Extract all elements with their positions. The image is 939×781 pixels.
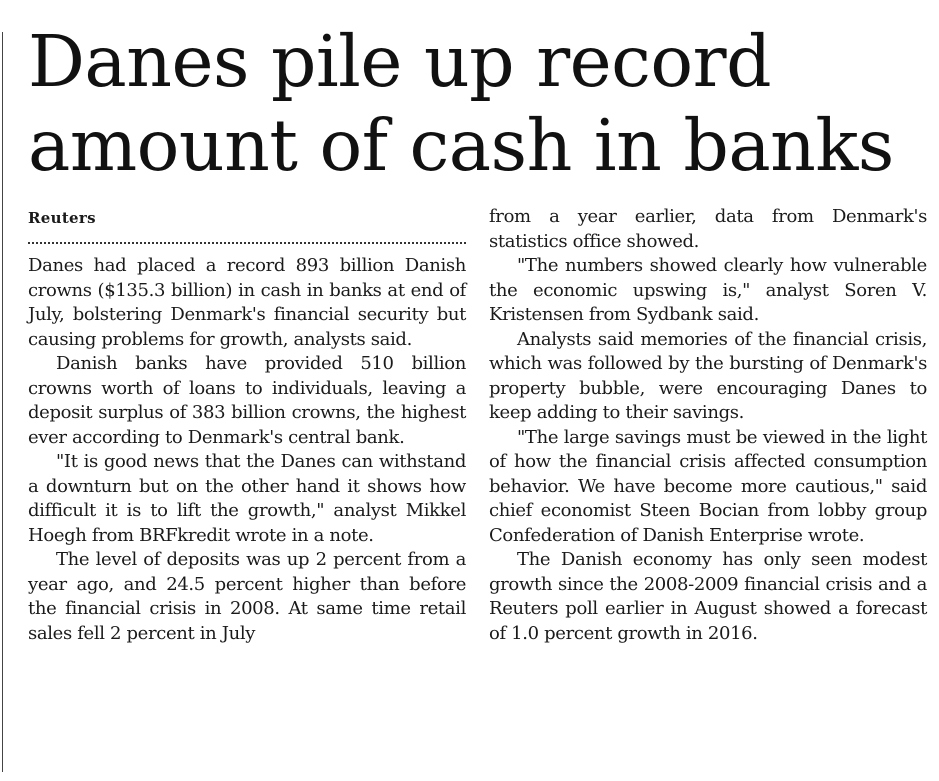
article-paragraph: "The numbers showed clearly how vulnerable the economic upswing is," analyst Soren V. Kristensen from Sydbank said. — [489, 255, 927, 325]
article-paragraph: "The large savings must be viewed in the light of how the financial crisis affected consumption behavior. We have become more cautious," said chief economist Steen Bocian from lobby group Confederation of Danish Enterprise wrote. — [489, 426, 927, 546]
byline-divider — [28, 242, 466, 244]
byline: Reuters — [28, 209, 96, 227]
headline-line-1: Danes pile up record — [28, 20, 772, 103]
article-paragraph: Danish banks have provided 510 billion crowns worth of loans to individuals, leaving a deposit surplus of 383 billion crowns, the highest ever according to Denmark's central bank. — [28, 353, 466, 448]
article-paragraph: "It is good news that the Danes can withstand a downturn but on the other hand it shows how difficult it is to lift the growth," analyst Mikkel Hoegh from BRFkredit wrote in a note. — [28, 451, 466, 546]
article-column-right — [489, 205, 927, 646]
article-paragraph: The Danish economy has only seen modest growth since the 2008-2009 financial crisis and a Reuters poll earlier in August showed a forecast of 1.0 percent growth in 2016. — [489, 549, 927, 644]
headline-line-2: amount of cash in banks — [28, 104, 894, 187]
article-paragraph: The level of deposits was up 2 percent from a year ago, and 24.5 percent higher than before the financial crisis in 2008. At same time retail sales fell 2 percent in July — [28, 549, 466, 644]
headline — [28, 20, 928, 188]
article-paragraph: Danes had placed a record 893 billion Danish crowns ($135.3 billion) in cash in banks at end of July, bolstering Denmark's financial security but causing problems for growth, analysts said. — [28, 255, 466, 350]
column-rule — [2, 32, 3, 772]
article-paragraph: from a year earlier, data from Denmark's statistics office showed. — [489, 206, 927, 252]
article-column-left — [28, 206, 466, 646]
article-paragraph: Analysts said memories of the financial crisis, which was followed by the bursting of Denmark's property bubble, were encouraging Danes to keep adding to their savings. — [489, 328, 927, 423]
